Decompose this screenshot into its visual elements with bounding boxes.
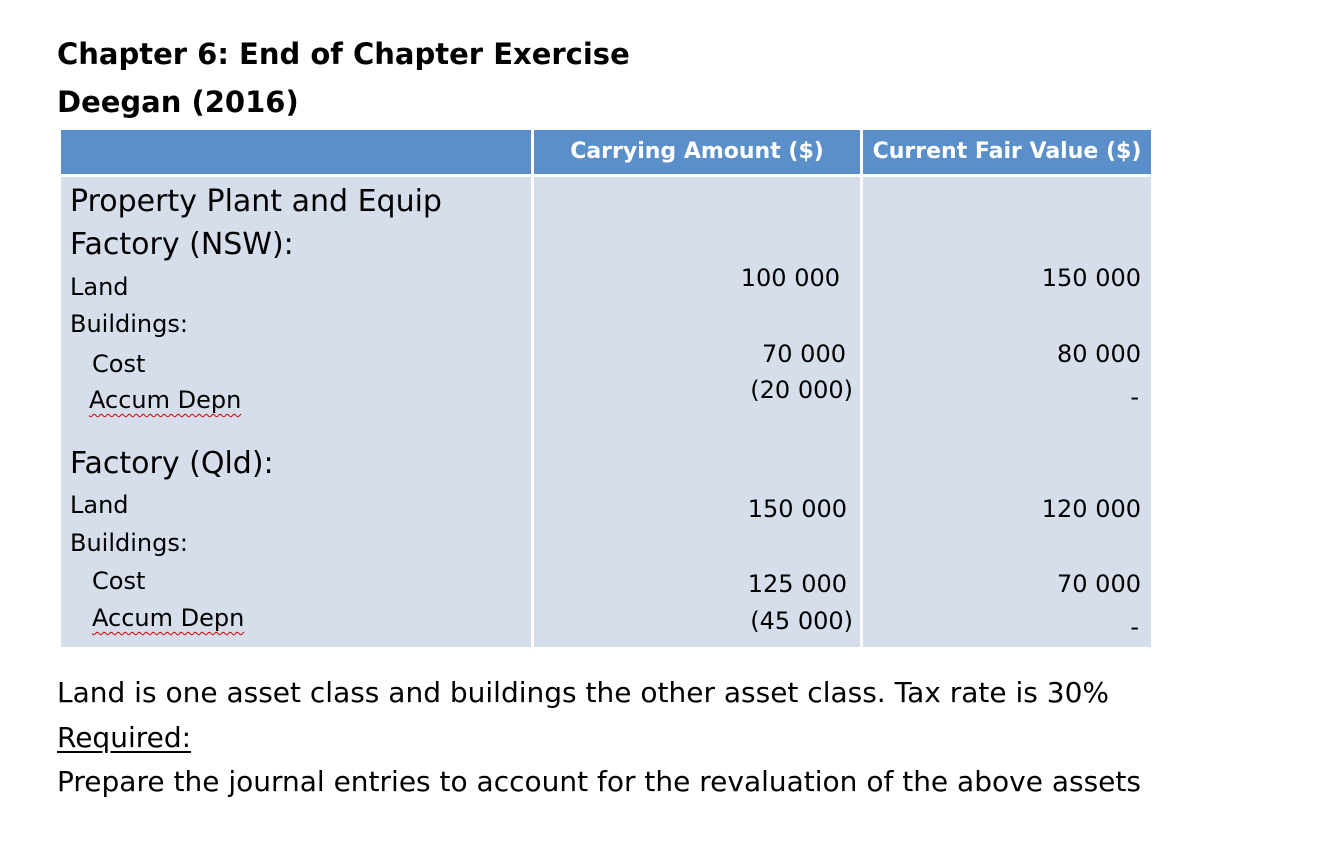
page-title: Chapter 6: End of Chapter Exercise (57, 37, 630, 71)
page-subtitle: Deegan (2016) (57, 85, 299, 119)
nsw-cost-carrying: 70 000 (762, 340, 846, 368)
qld-land-fair: 120 000 (1041, 495, 1141, 523)
nsw-accum-fair: - (1130, 383, 1139, 411)
nsw-accum-carrying: (20 000) (750, 376, 853, 404)
qld-accum-carrying: (45 000) (750, 607, 853, 635)
header-cell-fair-value: Current Fair Value ($) (863, 130, 1151, 174)
nsw-cost-fair: 80 000 (1057, 340, 1141, 368)
qld-accum-fair: - (1130, 613, 1139, 641)
asset-table (61, 130, 1151, 647)
qld-heading: Factory (Qld): (70, 446, 274, 481)
nsw-heading: Factory (NSW): (70, 227, 294, 262)
qld-cost-carrying: 125 000 (747, 570, 847, 598)
header-cell-carrying-amount: Carrying Amount ($) (534, 130, 860, 174)
required-label: Required: (57, 721, 192, 754)
qld-land-label: Land (70, 491, 129, 519)
section-heading: Property Plant and Equip (70, 184, 442, 219)
nsw-buildings-label: Buildings: (70, 310, 188, 338)
fair-value-column (863, 177, 1151, 647)
instruction-text: Prepare the journal entries to account for the revaluation of the above assets (57, 765, 1141, 798)
qld-accum-depn-label: Accum Depn (92, 604, 245, 632)
qld-cost-fair: 70 000 (1057, 570, 1141, 598)
qld-cost-label: Cost (92, 567, 146, 595)
nsw-land-fair: 150 000 (1041, 264, 1141, 292)
nsw-cost-label: Cost (92, 350, 146, 378)
label-column (61, 177, 531, 647)
nsw-land-label: Land (70, 273, 129, 301)
carrying-amount-column (534, 177, 860, 647)
qld-buildings-label: Buildings: (70, 529, 188, 557)
nsw-land-carrying: 100 000 (740, 264, 840, 292)
qld-land-carrying: 150 000 (747, 495, 847, 523)
header-cell-item (61, 130, 531, 174)
nsw-accum-depn-label: Accum Depn (89, 386, 242, 414)
asset-class-note: Land is one asset class and buildings the other asset class. Tax rate is 30% (57, 676, 1109, 709)
